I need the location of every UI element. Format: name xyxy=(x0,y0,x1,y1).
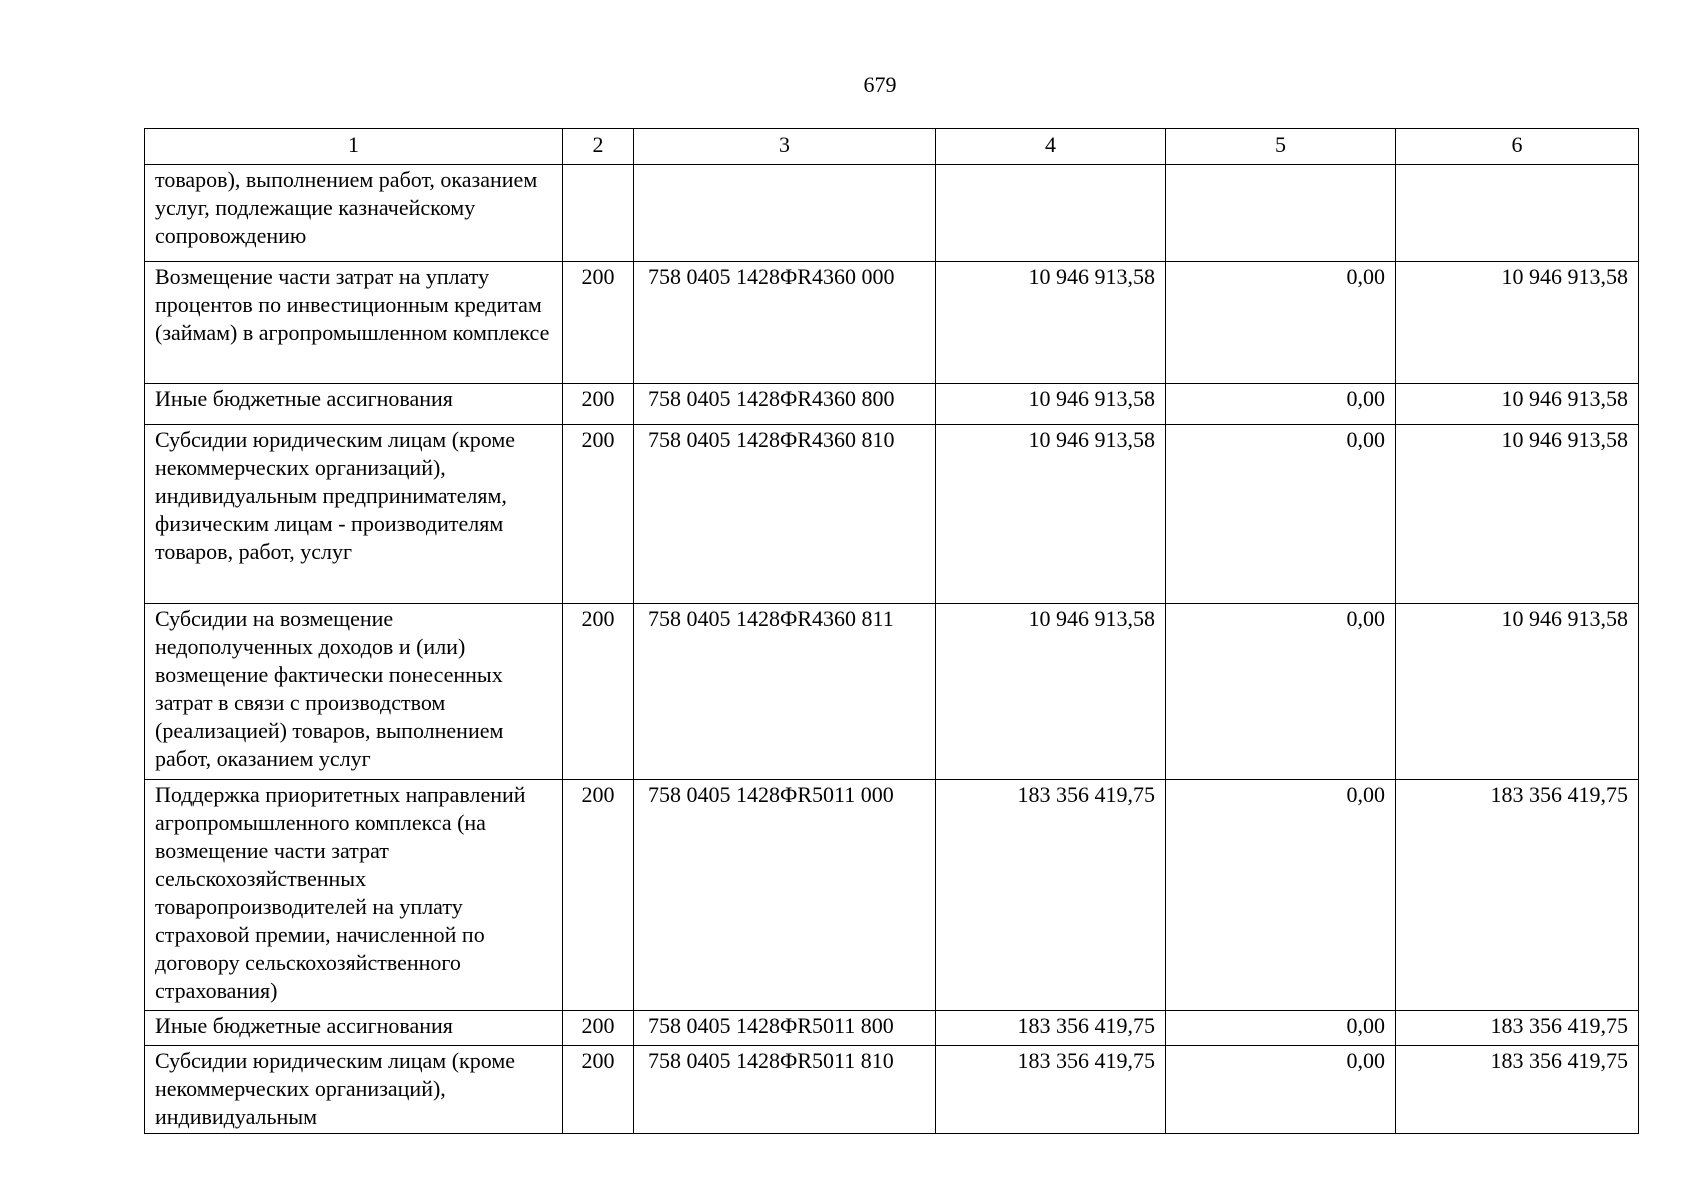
table-row xyxy=(145,1046,1639,1134)
row-kbk-cell: 758 0405 1428ФR4360 000 xyxy=(634,262,936,384)
row-col4-cell: 10 946 913,58 xyxy=(936,425,1166,604)
row-col4-cell: 10 946 913,58 xyxy=(936,384,1166,425)
row-col5-cell: 0,00 xyxy=(1166,384,1396,425)
row-col5-cell: 0,00 xyxy=(1166,1011,1396,1046)
row-kbk-cell: 758 0405 1428ФR5011 000 xyxy=(634,780,936,1011)
row-code-cell: 200 xyxy=(563,1011,634,1046)
row-col6-cell: 183 356 419,75 xyxy=(1396,1046,1639,1134)
row-name-cell: Поддержка приоритетных направлений агропромышленного комплекса (на возмещение части затрат сельскохозяйственных товаропроизводителей на уплату страховой премии, начисленной по договору сельскохозяйственного страхования) xyxy=(145,780,563,1011)
table-row xyxy=(145,1011,1639,1046)
table-row xyxy=(145,165,1639,262)
row-col6-cell: 183 356 419,75 xyxy=(1396,1011,1639,1046)
column-header-2: 2 xyxy=(563,129,634,165)
row-col5-cell: 0,00 xyxy=(1166,780,1396,1011)
row-name-cell: Субсидии юридическим лицам (кроме некоммерческих организаций), индивидуальным предпринимателям, физическим лицам - производителям товаров, работ, услуг xyxy=(145,425,563,604)
table-row xyxy=(145,384,1639,425)
row-col4-cell: 10 946 913,58 xyxy=(936,262,1166,384)
row-code-cell xyxy=(563,165,634,262)
column-header-4: 4 xyxy=(936,129,1166,165)
column-header-6: 6 xyxy=(1396,129,1639,165)
row-name-cell: Иные бюджетные ассигнования xyxy=(145,1011,563,1046)
table-row xyxy=(145,604,1639,780)
table-header-row xyxy=(145,129,1639,165)
row-col5-cell: 0,00 xyxy=(1166,1046,1396,1134)
column-header-5: 5 xyxy=(1166,129,1396,165)
row-code-cell: 200 xyxy=(563,1046,634,1134)
row-kbk-cell: 758 0405 1428ФR4360 810 xyxy=(634,425,936,604)
table-row xyxy=(145,780,1639,1011)
row-name-cell: Иные бюджетные ассигнования xyxy=(145,384,563,425)
row-col6-cell: 10 946 913,58 xyxy=(1396,425,1639,604)
table-row xyxy=(145,425,1639,604)
row-col5-cell: 0,00 xyxy=(1166,604,1396,780)
row-col6-cell: 183 356 419,75 xyxy=(1396,780,1639,1011)
row-kbk-cell: 758 0405 1428ФR4360 811 xyxy=(634,604,936,780)
row-col6-cell: 10 946 913,58 xyxy=(1396,262,1639,384)
row-col6-cell xyxy=(1396,165,1639,262)
row-code-cell: 200 xyxy=(563,604,634,780)
row-kbk-cell: 758 0405 1428ФR5011 810 xyxy=(634,1046,936,1134)
column-header-3: 3 xyxy=(634,129,936,165)
row-col6-cell: 10 946 913,58 xyxy=(1396,384,1639,425)
row-col5-cell: 0,00 xyxy=(1166,425,1396,604)
row-col5-cell: 0,00 xyxy=(1166,262,1396,384)
row-kbk-cell xyxy=(634,165,936,262)
row-code-cell: 200 xyxy=(563,780,634,1011)
row-col4-cell xyxy=(936,165,1166,262)
row-col4-cell: 10 946 913,58 xyxy=(936,604,1166,780)
row-name-cell: Субсидии юридическим лицам (кроме некоммерческих организаций), индивидуальным xyxy=(145,1046,563,1134)
table-row xyxy=(145,262,1639,384)
row-code-cell: 200 xyxy=(563,384,634,425)
row-kbk-cell: 758 0405 1428ФR5011 800 xyxy=(634,1011,936,1046)
row-col4-cell: 183 356 419,75 xyxy=(936,1046,1166,1134)
column-header-1: 1 xyxy=(145,129,563,165)
page-number: 679 xyxy=(863,72,897,97)
row-kbk-cell: 758 0405 1428ФR4360 800 xyxy=(634,384,936,425)
row-col5-cell xyxy=(1166,165,1396,262)
row-col6-cell: 10 946 913,58 xyxy=(1396,604,1639,780)
budget-table xyxy=(144,128,1639,1134)
row-col4-cell: 183 356 419,75 xyxy=(936,1011,1166,1046)
row-name-cell: товаров), выполнением работ, оказанием услуг, подлежащие казначейскому сопровождению xyxy=(145,165,563,262)
row-name-cell: Субсидии на возмещение недополученных доходов и (или) возмещение фактически понесенных затрат в связи с производством (реализацией) товаров, выполнением работ, оказанием услуг xyxy=(145,604,563,780)
row-name-cell: Возмещение части затрат на уплату процентов по инвестиционным кредитам (займам) в агропромышленном комплексе xyxy=(145,262,563,384)
row-code-cell: 200 xyxy=(563,425,634,604)
row-code-cell: 200 xyxy=(563,262,634,384)
row-col4-cell: 183 356 419,75 xyxy=(936,780,1166,1011)
